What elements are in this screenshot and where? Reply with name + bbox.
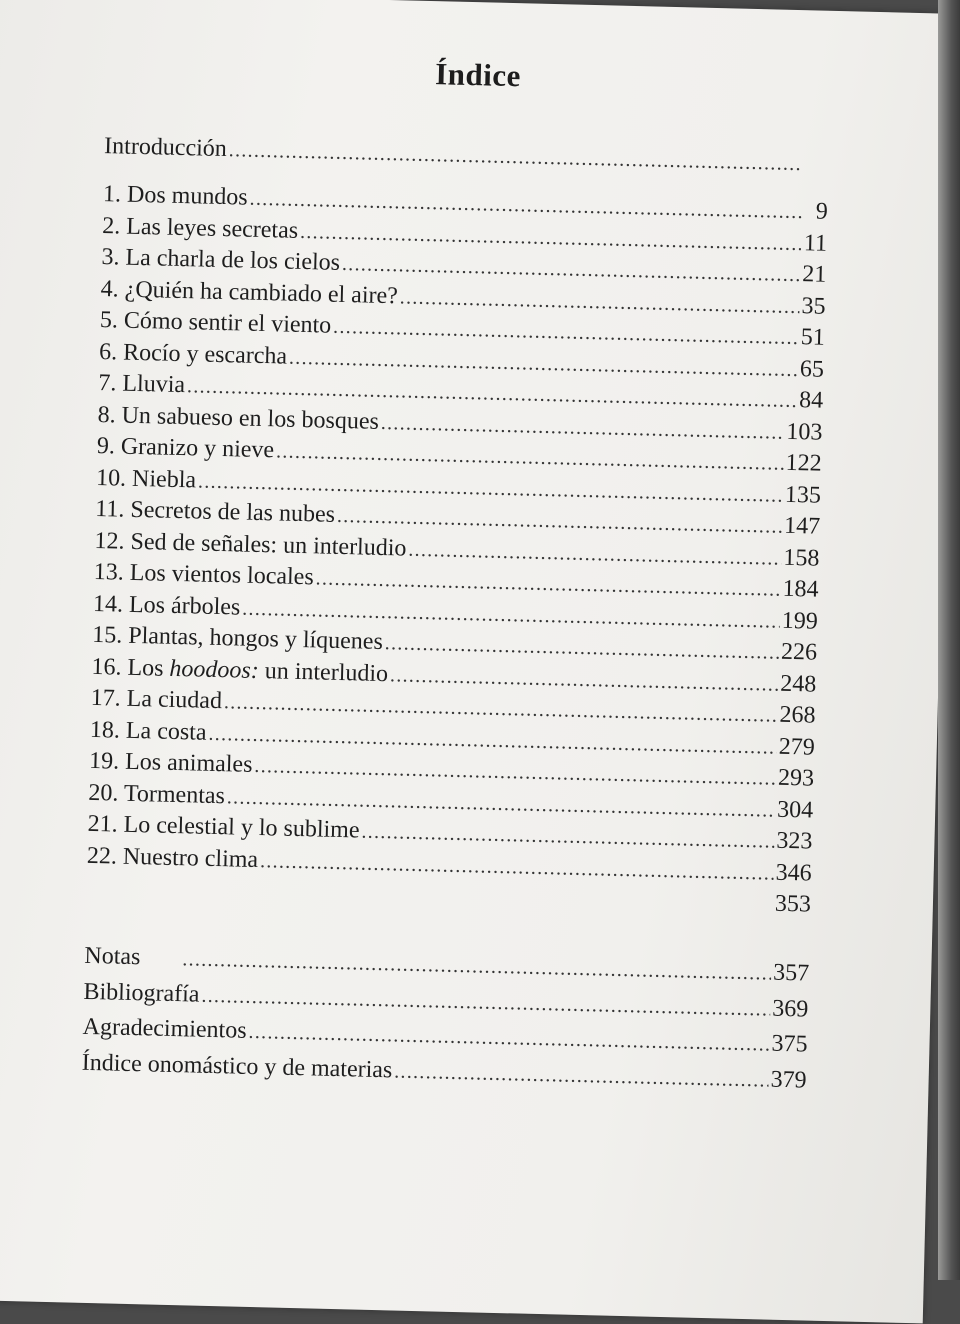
dot-leader: [394, 1060, 769, 1092]
toc-entry-introduccion: [104, 133, 830, 182]
toc-entry-page: 353: [774, 890, 812, 918]
toc-entry-page: 379: [770, 1066, 807, 1094]
toc-label-italic: hoodoos:: [169, 655, 260, 684]
toc-entry-label: Índice onomástico y de materias: [81, 1049, 393, 1083]
toc-entry-label: 9. Granizo y nieve: [96, 432, 275, 464]
toc-entry-label: 15. Plantas, hongos y líquenes: [91, 621, 384, 656]
toc-entry-page: 21: [801, 261, 827, 288]
toc-entry-page: 9: [815, 198, 829, 225]
page-edge-shadow: [938, 0, 960, 1280]
toc-entry-page: 122: [785, 449, 822, 477]
toc-entry-label: 7. Lluvia: [98, 370, 186, 399]
toc-entry-label: Introducción: [103, 133, 228, 163]
toc-entry-page: 279: [778, 733, 816, 761]
toc-entry-page: 268: [779, 701, 816, 729]
toc-entry-page: 346: [775, 859, 812, 887]
toc-back-matter: [81, 943, 809, 1103]
toc-entry-label: 3. La charla de los cielos: [101, 244, 341, 276]
toc-entry-label: 19. Los animales: [88, 747, 253, 778]
toc-entry-label: 11. Secretos de las nubes: [95, 495, 336, 528]
toc-entry-label: Agradecimientos: [82, 1013, 247, 1044]
toc-label-prefix: 16. Los: [91, 653, 170, 682]
toc-entry-label: Notas: [84, 942, 141, 971]
toc-entry-label: 12. Sed de señales: un interludio: [94, 527, 407, 562]
dot-leader: [408, 538, 781, 570]
dot-leader: [385, 632, 780, 665]
toc-entry-label: 13. Los vientos locales: [93, 558, 315, 591]
toc-entry-page: 357: [772, 959, 810, 987]
toc-entry-label: 1. Dos mundos: [102, 181, 249, 211]
toc-entry-page: 84: [798, 387, 824, 414]
toc-entry-page: 147: [783, 512, 821, 540]
toc-chapters: [86, 181, 828, 923]
dot-leader: [381, 411, 785, 444]
toc-entry-page: 51: [800, 324, 826, 351]
toc-entry-label: 22. Nuestro clima: [86, 842, 259, 873]
dot-leader: [361, 821, 774, 854]
toc-entry-label: 21. Lo celestial y lo sublime: [87, 810, 360, 844]
dot-leader: [390, 664, 779, 696]
toc-entry-label: 17. La ciudad: [90, 684, 223, 715]
toc-entry-page: 35: [801, 292, 826, 320]
page-title: Índice: [434, 56, 522, 94]
dot-leader: [400, 286, 800, 319]
toc-entry-label: Bibliografía: [83, 978, 200, 1008]
toc-entry-label: 2. Las leyes secretas: [101, 212, 299, 244]
toc-entry-page: 65: [799, 355, 825, 383]
toc-entry-page: 293: [777, 764, 815, 792]
toc-entry-page: 248: [779, 670, 817, 698]
toc-entry-page: 103: [786, 418, 823, 446]
toc-entry-page: 11: [803, 229, 828, 257]
toc-entry-page: 369: [772, 995, 809, 1023]
toc-entry-label: 10. Niebla: [95, 464, 197, 493]
toc-intro: [104, 133, 830, 182]
toc-entry-page: 323: [776, 827, 813, 855]
toc-entry-label: 14. Los árboles: [92, 590, 241, 621]
toc-entry-page: 375: [771, 1030, 808, 1058]
toc-entry-label: 20. Tormentas: [88, 779, 226, 809]
toc-entry-page: 158: [783, 544, 820, 572]
dot-leader: [182, 948, 771, 985]
toc-label-suffix: un interludio: [258, 657, 389, 687]
toc-entry-label: 6. Rocío y escarcha: [98, 338, 288, 370]
dot-leader: [228, 139, 803, 176]
toc-entry-label: 18. La costa: [89, 716, 207, 746]
toc-entry-label: 8. Un sabueso en los bosques: [97, 401, 380, 435]
toc-entry-label: 5. Cómo sentir el viento: [99, 307, 332, 339]
toc-entry-label: 4. ¿Quién ha cambiado el aire?: [100, 275, 399, 309]
toc-entry-page: 184: [782, 575, 819, 603]
toc-entry-page: 304: [776, 796, 814, 824]
toc-entry-page: 226: [780, 638, 818, 666]
toc-entry-page: [805, 170, 829, 171]
toc-entry-page: 199: [781, 607, 819, 635]
toc-entry-page: 135: [784, 481, 822, 509]
